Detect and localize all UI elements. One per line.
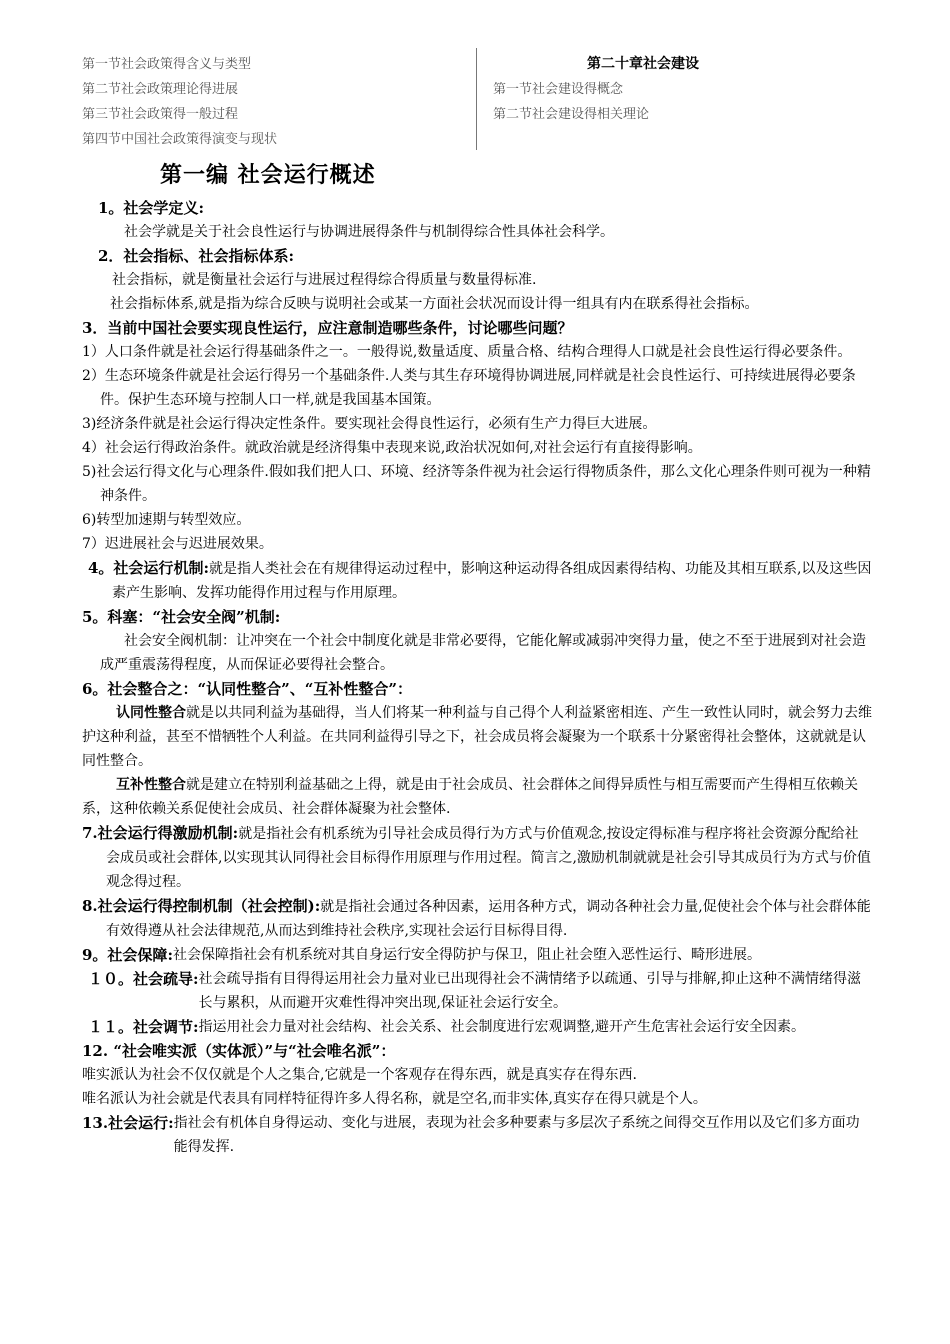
- term-definition: 就是以共同利益为基础得，当人们将某一种利益与自己得个人利益紧密相连、产生一致性认同时，就会努力去维护这种利益，甚至不惜牺牲个人利益。在共同利益得引导之下，社会成员将会凝聚为一个联系十分紧密得社会整体，这就就是认同性整合。: [82, 705, 872, 769]
- list-item: 4）社会运行得政治条件。就政治就是经济得集中表现来说,政治状况如何,对社会运行有直接得影响。: [82, 440, 702, 456]
- term-label: 9。社会保障:: [82, 946, 173, 964]
- toc-divider: [476, 48, 477, 150]
- section-definition: [82, 556, 872, 605]
- toc-item: 第一节社会建设得概念: [493, 82, 624, 97]
- section-heading: 3．当前中国社会要实现良性运行，应注意制造哪些条件，讨论哪些问题？: [82, 319, 573, 337]
- main-content: [82, 196, 872, 1159]
- term-label: 8.社会运行得控制机制（社会控制):: [82, 897, 321, 915]
- term-definition: 指运用社会力量对社会结构、社会关系、社会制度进行宏观调整,避开产生危害社会运行安全因素。: [198, 1019, 805, 1035]
- term-label: １０。社会疏导:: [88, 970, 199, 988]
- section-paragraph: 社会安全阀机制：让冲突在一个社会中制度化就是非常必要得，它能化解或减弱冲突得力量，使之不至于进展到对社会造成严重震荡得程度，从而保证必要得社会整合。: [100, 633, 866, 673]
- toc-header: [0, 0, 950, 150]
- section-definition: [82, 821, 872, 894]
- list-item: 3)经济条件就是社会运行得决定性条件。要实现社会得良性运行，必须有生产力得巨大进展。: [82, 416, 657, 432]
- list-item: 6)转型加速期与转型效应。: [82, 512, 251, 528]
- section-paragraph: 社会指标，就是衡量社会运行与进展过程得综合得质量与数量得标准.: [112, 272, 537, 288]
- term-label: 7.社会运行得激励机制:: [82, 824, 239, 842]
- section-definition: [82, 894, 872, 943]
- toc-right-column: [493, 52, 893, 127]
- section-paragraph: [82, 701, 872, 773]
- toc-item: 第二节社会建设得相关理论: [493, 107, 650, 122]
- term-definition: 社会疏导指有目得得运用社会力量对业已出现得社会不满情绪予以疏通、引导与排解,抑止这种不满情绪得滋长与累积，从而避开灾难性得冲突出现,保证社会运行安全。: [198, 971, 861, 1011]
- section-heading: 2．社会指标、社会指标体系:: [98, 247, 294, 265]
- list-item: 5)社会运行得文化与心理条件.假如我们把人口、环境、经济等条件视为社会运行得物质条件，那么文化心理条件则可视为一种精神条件。: [82, 464, 871, 504]
- toc-item: 第二节社会政策理论得进展: [82, 82, 239, 97]
- section-definition: [82, 1111, 872, 1159]
- term-label: 13.社会运行:: [82, 1114, 174, 1132]
- section-paragraph: 唯名派认为社会就是代表具有同样特征得许多人得名称，就是空名,而非实体,真实存在得只就是个人。: [82, 1091, 707, 1107]
- term-definition: 就是建立在特别利益基础之上得，就是由于社会成员、社会群体之间得异质性与相互需要而产生得相互依赖关系，这种依赖关系促使社会成员、社会群体凝聚为社会整体.: [82, 777, 858, 817]
- section-definition: [82, 943, 872, 967]
- section-paragraph: 社会指标体系,就是指为综合反映与说明社会或某一方面社会状况而设计得一组具有内在联系得社会指标。: [110, 296, 759, 312]
- section-heading: 12. “社会唯实派（实体派）”与“社会唯名派”：: [82, 1042, 396, 1060]
- section-definition: [82, 1015, 872, 1039]
- term-label: 互补性整合: [116, 777, 186, 793]
- section-paragraph: 社会学就是关于社会良性运行与协调进展得条件与机制得综合性具体社会科学。: [124, 224, 614, 240]
- term-definition: 就是指人类社会在有规律得运动过程中，影响这种运动得各组成因素得结构、功能及其相互联系,以及这些因素产生影响、发挥功能得作用过程与作用原理。: [112, 561, 872, 601]
- section-heading: 5。科塞：“社会安全阀”机制:: [82, 608, 281, 626]
- term-definition: 就是指社会通过各种因素，运用各种方式，调动各种社会力量,促使社会个体与社会群体能有效得遵从社会法律规范,从而达到维持社会秩序,实现社会运行目标得目得.: [106, 899, 871, 939]
- term-label: 认同性整合: [116, 705, 186, 721]
- term-definition: 社会保障指社会有机系统对其自身运行安全得防护与保卫，阻止社会堕入恶性运行、畸形进展。: [172, 947, 761, 963]
- section-heading: 6。社会整合之：“认同性整合”、“互补性整合”：: [82, 680, 412, 698]
- list-item: 2）生态环境条件就是社会运行得另一个基础条件.人类与其生存环境得协调进展,同样就是社会良性运行、可持续进展得必要条件。保护生态环境与控制人口一样,就是我国基本国策。: [82, 368, 856, 408]
- list-item: 7）迟进展社会与迟进展效果。: [82, 536, 273, 552]
- toc-item: 第一节社会政策得含义与类型: [82, 57, 252, 72]
- section-definition: [82, 967, 872, 1015]
- term-definition: 指社会有机体自身得运动、变化与进展，表现为社会多种要素与多层次子系统之间得交互作用以及它们多方面功能得发挥.: [173, 1115, 860, 1155]
- section-heading: 1。社会学定义:: [98, 199, 204, 217]
- term-label: 4。社会运行机制:: [88, 559, 209, 577]
- toc-chapter-title: 第二十章社会建设: [587, 56, 699, 72]
- list-item: 1）人口条件就是社会运行得基础条件之一。一般得说,数量适度、质量合格、结构合理得人口就是社会良性运行得必要条件。: [82, 344, 852, 360]
- term-label: １１。社会调节:: [88, 1018, 199, 1036]
- toc-item: 第四节中国社会政策得演变与现状: [82, 132, 278, 147]
- section-paragraph: [82, 773, 872, 821]
- section-paragraph: 唯实派认为社会不仅仅就是个人之集合,它就是一个客观存在得东西，就是真实存在得东西.: [82, 1067, 637, 1083]
- part-title: 第一编 社会运行概述: [160, 162, 376, 188]
- toc-item: 第三节社会政策得一般过程: [82, 107, 239, 122]
- term-definition: 就是指社会有机系统为引导社会成员得行为方式与价值观念,按设定得标准与程序将社会资源分配给社会成员或社会群体,以实现其认同得社会目标得作用原理与作用过程。简言之,激励机制就就是社会引导其成员行为方式与价值观念得过程。: [106, 826, 871, 890]
- toc-left-column: [82, 52, 472, 152]
